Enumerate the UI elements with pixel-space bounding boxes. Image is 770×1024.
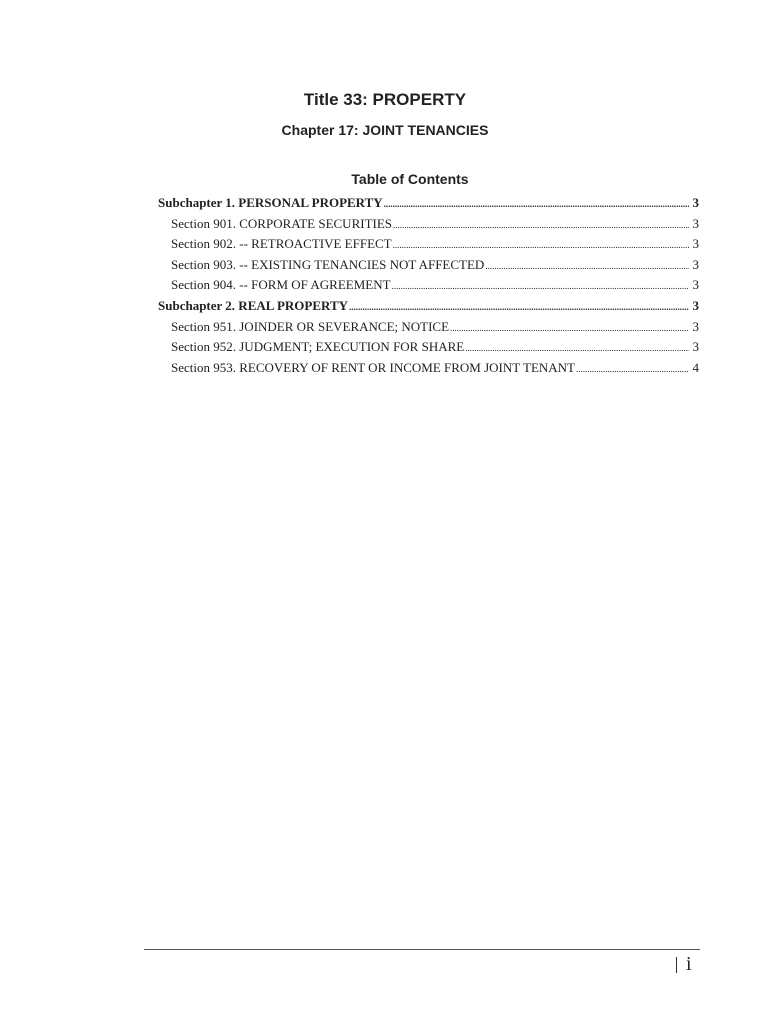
toc-entry-subchapter-2[interactable] [158, 298, 699, 319]
table-of-contents [158, 195, 699, 380]
toc-entry-page: 3 [692, 195, 699, 210]
toc-entry-subchapter-1[interactable] [158, 195, 699, 216]
chapter-title: Chapter 17: JOINT TENANCIES [281, 122, 489, 138]
toc-entry-label: Subchapter 1. PERSONAL PROPERTY [158, 195, 383, 210]
toc-entry-page: 3 [692, 215, 699, 231]
toc-entry-label: Section 901. CORPORATE SECURITIES [171, 215, 393, 231]
dot-leader [392, 277, 689, 293]
toc-entry-label: Subchapter 2. REAL PROPERTY [158, 297, 348, 313]
toc-entry-section-901[interactable] [158, 216, 699, 237]
toc-entry-label: Section 904. -- FORM OF AGREEMENT [171, 277, 391, 293]
toc-entry-section-902[interactable] [158, 236, 699, 257]
dot-leader [576, 360, 689, 376]
dot-leader [349, 298, 689, 314]
toc-entry-page: 3 [692, 318, 699, 334]
toc-entry-page: 4 [692, 359, 699, 375]
toc-entry-label: Section 902. -- RETROACTIVE EFFECT [171, 236, 392, 252]
dot-leader [393, 236, 689, 252]
toc-entry-section-951[interactable] [158, 319, 699, 340]
toc-entry-section-904[interactable] [158, 277, 699, 298]
toc-entry-page: 3 [692, 297, 699, 313]
toc-entry-section-903[interactable] [158, 257, 699, 278]
dot-leader [393, 216, 689, 232]
footer-divider [144, 949, 700, 950]
page-number [676, 953, 692, 976]
toc-entry-page: 3 [692, 236, 699, 252]
document-title: Title 33: PROPERTY [303, 90, 467, 109]
dot-leader [384, 195, 689, 211]
dot-leader [450, 319, 689, 335]
toc-entry-page: 3 [692, 339, 699, 355]
page-number-value: i [686, 953, 692, 975]
dot-leader [485, 257, 689, 273]
toc-entry-section-952[interactable] [158, 339, 699, 360]
page-number-separator [676, 957, 677, 973]
toc-entry-label: Section 953. RECOVERY OF RENT OR INCOME FROM JOINT TENANT [171, 359, 575, 375]
dot-leader [465, 339, 689, 355]
toc-entry-section-953[interactable] [158, 360, 699, 381]
toc-heading: Table of Contents [351, 171, 469, 187]
toc-entry-label: Section 903. -- EXISTING TENANCIES NOT AFFECTED [171, 256, 485, 272]
toc-entry-page: 3 [692, 277, 699, 293]
toc-entry-label: Section 951. JOINDER OR SEVERANCE; NOTICE [171, 318, 450, 334]
toc-entry-page: 3 [692, 256, 699, 272]
toc-entry-label: Section 952. JUDGMENT; EXECUTION FOR SHARE [171, 339, 465, 355]
